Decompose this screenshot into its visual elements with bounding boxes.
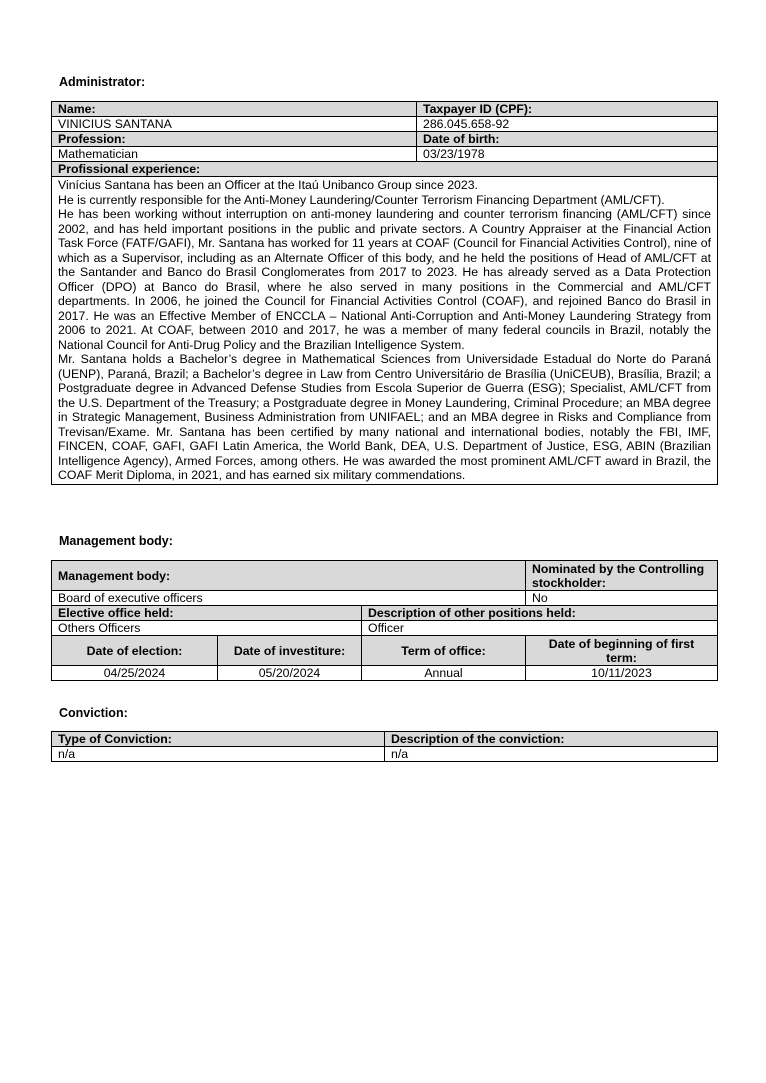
term-of-office-value: Annual [362,666,526,681]
name-value: VINICIUS SANTANA [52,117,417,132]
other-positions-value: Officer [362,621,718,636]
management-table [51,560,718,681]
experience-paragraph: He is currently responsible for the Anti-Money Laundering/Counter Terrorism Financing Department (AML/CFT). [58,192,665,207]
conviction-heading: Conviction: [59,706,128,720]
election-date-value: 04/25/2024 [52,666,218,681]
dob-value: 03/23/1978 [417,147,718,162]
profession-value: Mathematician [52,147,417,162]
elective-office-value: Others Officers [52,621,362,636]
conviction-type-label: Type of Conviction: [52,732,385,747]
experience-paragraph: Mr. Santana holds a Bachelor’s degree in Mathematical Sciences from Universidade Estadual do Norte do Paraná (UENP), Paraná, Brazil; a Bachelor’s degree in Law from Centro Universitário de Brasília (UniCEUB), Brasília, Brazil; a Postgraduate degree in Advanced Defense Studies from Escola Superior de Guerra (ESG); Specialist, AML/CFT from the U.S. Department of the Treasury; a Postgraduate degree in Money Laundering, Criminal Procedure; an MBA degree in Strategic Management, Business Administration from UNIFAEL; and an MBA degree in Risks and Compliance from Trevisan/Exame. Mr. Santana has been certified by many national and international bodies, notably the FBI, IMF, FINCEN, COAF, GAFI, GAFI Latin America, the World Bank, DEA, U.S. Department of Justice, ESG, ABIN (Brazilian Intelligence Agency), Armed Forces, among others. He was awarded the most prominent AML/CFT award in Brazil, the COAF Merit Diploma, in 2021, and has earned six military commendations. [58,352,711,482]
administrator-heading: Administrator: [59,75,146,89]
conviction-type-value: n/a [52,747,385,762]
nominated-value: No [526,591,718,606]
first-term-date-value: 10/11/2023 [526,666,718,681]
conviction-table [51,731,718,762]
investiture-date-label: Date of investiture: [218,636,362,666]
nominated-label: Nominated by the Controlling stockholder: [526,561,718,591]
profession-label: Profession: [52,132,417,147]
experience-paragraph: Vinícius Santana has been an Officer at the Itaú Unibanco Group since 2023. [58,178,478,192]
name-label: Name: [52,102,417,117]
investiture-date-value: 05/20/2024 [218,666,362,681]
conviction-description-value: n/a [385,747,718,762]
experience-label: Profissional experience: [52,162,718,177]
management-body-label: Management body: [52,561,526,591]
dob-label: Date of birth: [417,132,718,147]
first-term-date-label: Date of beginning of first term: [526,636,718,666]
management-body-value: Board of executive officers [52,591,526,606]
experience-paragraph: He has been working without interruption on anti-money laundering and counter terrorism financing (AML/CFT) since 2002, and has held important positions in the public and private sectors. A Country Appraiser at the Financial Action Task Force (FATF/GAFI), Mr. Santana has worked for 11 years at COAF (Council for Financial Activities Control), nine of which as a Supervisor, including as an Alternate Officer of this body, and he held the positions of Head of AML/CFT at the Santander and Banco do Brasil Conglomerates from 2017 to 2023. He has already served as a Data Protection Officer (DPO) at Banco do Brasil, where he also served in many positions in the Commercial and AML/CFT departments. In 2006, he joined the Council for Financial Activities Control (COAF), and rejoined Banco do Brasil in 2017. He was an Effective Member of ENCCLA – National Anti-Corruption and Anti-Money Laundering Strategy from 2006 to 2021. At COAF, between 2010 and 2017, he was a member of many federal councils in Brazil, notably the National Council for Anti-Drug Policy and the Brazilian Intelligence System. [58,207,711,352]
cpf-label: Taxpayer ID (CPF): [417,102,718,117]
administrator-table [51,101,718,485]
election-date-label: Date of election: [52,636,218,666]
term-of-office-label: Term of office: [362,636,526,666]
conviction-description-label: Description of the conviction: [385,732,718,747]
elective-office-label: Elective office held: [52,606,362,621]
experience-text [52,177,718,485]
cpf-value: 286.045.658-92 [417,117,718,132]
management-heading: Management body: [59,534,173,548]
other-positions-label: Description of other positions held: [362,606,718,621]
